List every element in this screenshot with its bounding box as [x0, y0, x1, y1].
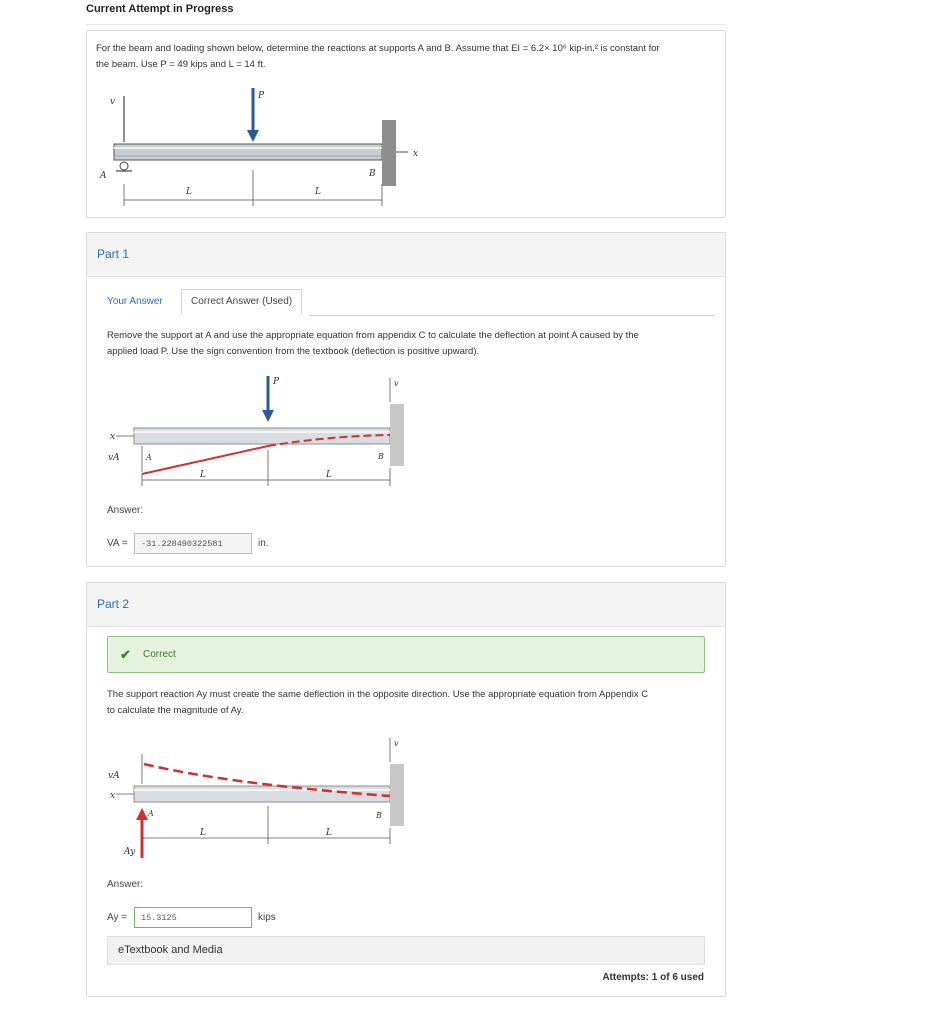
p2-fig-label-L1: L: [200, 828, 206, 838]
part2-header: [87, 583, 725, 627]
part2-answer-input[interactable]: 15.3125: [134, 907, 252, 928]
correct-status: Correct: [143, 649, 176, 660]
correct-banner: [107, 636, 705, 673]
part1-instructions-line1: Remove the support at A and use the appropriate equation from appendix C to calculate the deflection at point A caused by the: [107, 330, 639, 341]
fig-label-x: x: [413, 149, 419, 159]
p1-fig-label-L2: L: [326, 470, 332, 480]
part1-instructions: [107, 328, 707, 360]
part1-beam-figure: [108, 370, 408, 490]
p2-fig-label-A: A: [148, 809, 154, 818]
part1-answer-label: Answer:: [107, 505, 144, 516]
p1-fig-label-B: B: [378, 452, 384, 461]
divider: [86, 24, 726, 25]
problem-text-line2: the beam. Use P = 49 kips and L = 14 ft.: [96, 59, 266, 70]
problem-text-line1: For the beam and loading shown below, determine the reactions at supports A and B. Assume that EI = 6.2× 10⁶ kip-in.² is constant for: [96, 43, 660, 54]
fig-label-L2: L: [315, 187, 321, 197]
part2-field-label: Ay =: [107, 912, 128, 923]
etextbook-label: eTextbook and Media: [118, 944, 223, 956]
tab-your-answer[interactable]: Your Answer: [107, 296, 163, 307]
p2-fig-label-Ay: Ay: [124, 847, 136, 857]
part2-instructions-line2: to calculate the magnitude of Ay.: [107, 705, 244, 716]
p1-fig-label-P: P: [273, 377, 280, 387]
p2-fig-label-B: B: [376, 811, 382, 820]
part2-instructions-line1: The support reaction Ay must create the same deflection in the opposite direction. Use the appropriate equation from Appendix C: [107, 689, 649, 700]
part1-answer-input[interactable]: -31.228490322581: [134, 533, 252, 554]
p2-fig-label-vA: vA: [108, 771, 120, 781]
part2-instructions: [107, 687, 707, 719]
part1-unit: in.: [258, 538, 269, 549]
tab-divider: [309, 315, 714, 316]
part1-instructions-line2: applied load P. Use the sign convention from the textbook (deflection is positive upward).: [107, 346, 480, 357]
part2-title: Part 2: [97, 597, 130, 611]
p2-fig-label-v: v: [394, 739, 399, 748]
part1-title: Part 1: [97, 247, 130, 261]
p1-fig-label-L1: L: [200, 470, 206, 480]
p2-fig-label-L2: L: [326, 828, 332, 838]
page-title: Current Attempt in Progress: [86, 3, 234, 15]
p1-fig-label-v: v: [394, 379, 399, 388]
part2-answer-label: Answer:: [107, 879, 144, 890]
part1-header: [87, 233, 725, 277]
attempts-counter: Attempts: 1 of 6 used: [602, 972, 704, 983]
fig-label-L1: L: [186, 187, 192, 197]
checkmark-icon: ✔: [120, 647, 131, 662]
problem-text: [96, 41, 716, 73]
fig-label-P: P: [258, 91, 265, 101]
p2-fig-label-x: x: [110, 791, 116, 801]
p1-fig-label-A: A: [146, 453, 152, 462]
fig-label-v: v: [110, 97, 116, 107]
part2-unit: kips: [258, 912, 276, 923]
part1-field-label: VA =: [107, 538, 128, 549]
p1-fig-label-x: x: [110, 432, 116, 442]
part2-beam-figure: [108, 732, 408, 872]
tab-correct-answer[interactable]: Correct Answer (Used): [181, 289, 302, 314]
fig-label-A: A: [100, 171, 107, 181]
problem-beam-figure: [90, 84, 430, 212]
etextbook-button[interactable]: [107, 936, 705, 965]
fig-label-B: B: [369, 169, 376, 179]
p1-fig-label-vA: vA: [108, 453, 120, 463]
